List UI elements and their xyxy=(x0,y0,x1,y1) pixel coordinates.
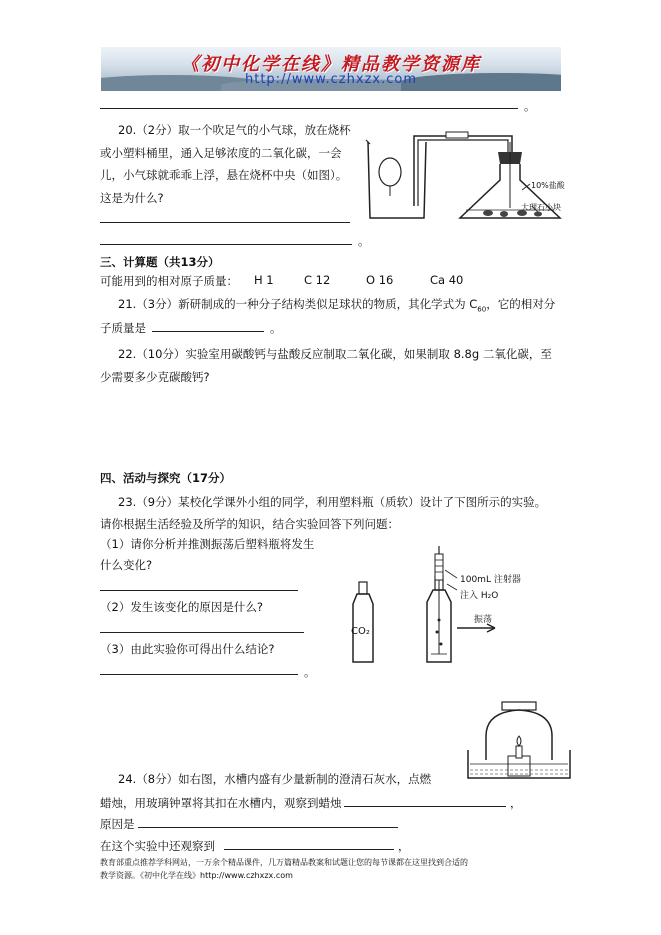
q24-answer-line-3[interactable] xyxy=(224,849,394,850)
mass-o: O 16 xyxy=(366,273,394,287)
mass-c: C 12 xyxy=(304,273,331,287)
footer-line2: 教学资源。《初中化学在线》http://www.czhxzx.com xyxy=(100,871,293,880)
q23-part3: （3）由此实验你可得出什么结论? xyxy=(100,642,275,656)
q20-line3: 儿，小气球就乖乖上浮，悬在烧杯中央（如图）。 xyxy=(100,168,348,182)
q20-answer-line-2[interactable] xyxy=(100,244,352,245)
label-syringe: 100mL 注射器 xyxy=(460,575,521,585)
q23-line2: 请你根据生活经验及所学的知识，结合实验回答下列问题： xyxy=(100,517,399,531)
q21-end-mark: 。 xyxy=(270,321,282,335)
q23-answer-line-2[interactable] xyxy=(100,632,304,633)
q24-line4-end: ， xyxy=(398,839,410,853)
bell-jar-candle-figure xyxy=(464,700,574,786)
q23-part1-line2: 什么变化? xyxy=(100,558,153,572)
q24-line2: 蜡烛，用玻璃钟罩将其扣在水槽内，观察到蜡烛 xyxy=(100,796,342,810)
banner-url[interactable]: http://www.czhxzx.com xyxy=(245,72,417,87)
section4-heading: 四、活动与探究（17分） xyxy=(100,471,232,485)
q23-line1: 23.（9分）某校化学课外小组的同学，利用塑料瓶（质软）设计了下图所示的实验。 xyxy=(118,495,547,509)
q24-line4: 在这个实验中还观察到 xyxy=(100,839,215,853)
q24-answer-line-1[interactable] xyxy=(344,806,506,807)
end-mark: 。 xyxy=(524,99,536,113)
q24-line1: 24.（8分）如右图，水槽内盛有少量新制的澄清石灰水，点燃 xyxy=(118,772,432,786)
q23-end-mark: 。 xyxy=(304,665,316,679)
banner-title: 《初中化学在线》精品教学资源库 xyxy=(181,54,481,75)
answer-line[interactable] xyxy=(100,108,518,109)
q20-end-mark: 。 xyxy=(358,234,370,248)
q21-answer-line[interactable] xyxy=(152,331,264,332)
q21-text: 21.（3分）新研制成的一种分子结构类似足球状的物质，其化学式为 C xyxy=(118,297,478,311)
q24-line3: 原因是 xyxy=(100,817,135,831)
q20-line4: 这是为什么? xyxy=(100,191,164,205)
label-shake: 振荡 xyxy=(474,615,493,625)
mass-h: H 1 xyxy=(254,273,274,287)
q23-part2: （2）发生该变化的原因是什么? xyxy=(100,600,263,614)
q22-line2: 少需要多少克碳酸钙? xyxy=(100,370,210,384)
label-marble: 大理石小块 xyxy=(521,203,561,212)
q21-line2: 子质量是 xyxy=(100,321,146,335)
q22-line1: 22.（10分）实验室用碳酸钙与盐酸反应制取二氧化碳，如果制取 8.8g 二氧化碳，至 xyxy=(118,347,552,361)
section3-heading: 三、计算题（共13分） xyxy=(100,255,220,269)
label-hydrochloric-acid: 10%盐酸 xyxy=(531,181,565,190)
q24-line2-end: ， xyxy=(510,796,522,810)
atomic-masses-label: 可能用到的相对原子质量： xyxy=(100,274,238,288)
footer-line1: 教育部重点推荐学科网站，一万余个精品课件，几万篇精品教案和试题让您的每节课都在这里找到合适的 xyxy=(100,858,468,867)
q23-answer-line-1[interactable] xyxy=(100,590,298,591)
q23-answer-line-3[interactable] xyxy=(100,674,298,675)
q21-text-end: ，它的相对分 xyxy=(486,297,556,311)
q23-part1-line1: （1）请你分析并推测振荡后塑料瓶将发生 xyxy=(100,537,315,551)
label-co2: CO₂ xyxy=(351,626,370,637)
q24-answer-line-2[interactable] xyxy=(138,827,398,828)
q20-answer-line-1[interactable] xyxy=(100,222,350,223)
q20-line2: 或小塑料桶里，通入足够浓度的二氧化碳，一会 xyxy=(100,146,342,160)
q21-line1 xyxy=(118,296,555,313)
header-banner xyxy=(101,47,561,91)
mass-ca: Ca 40 xyxy=(430,273,464,287)
q21-subscript: 60 xyxy=(477,305,487,314)
q20-line1: 20.（2分）取一个吹足气的小气球，放在烧杯 xyxy=(118,123,351,137)
plastic-bottle-figure xyxy=(345,540,525,668)
label-inject-water: 注入 H₂O xyxy=(460,591,499,601)
